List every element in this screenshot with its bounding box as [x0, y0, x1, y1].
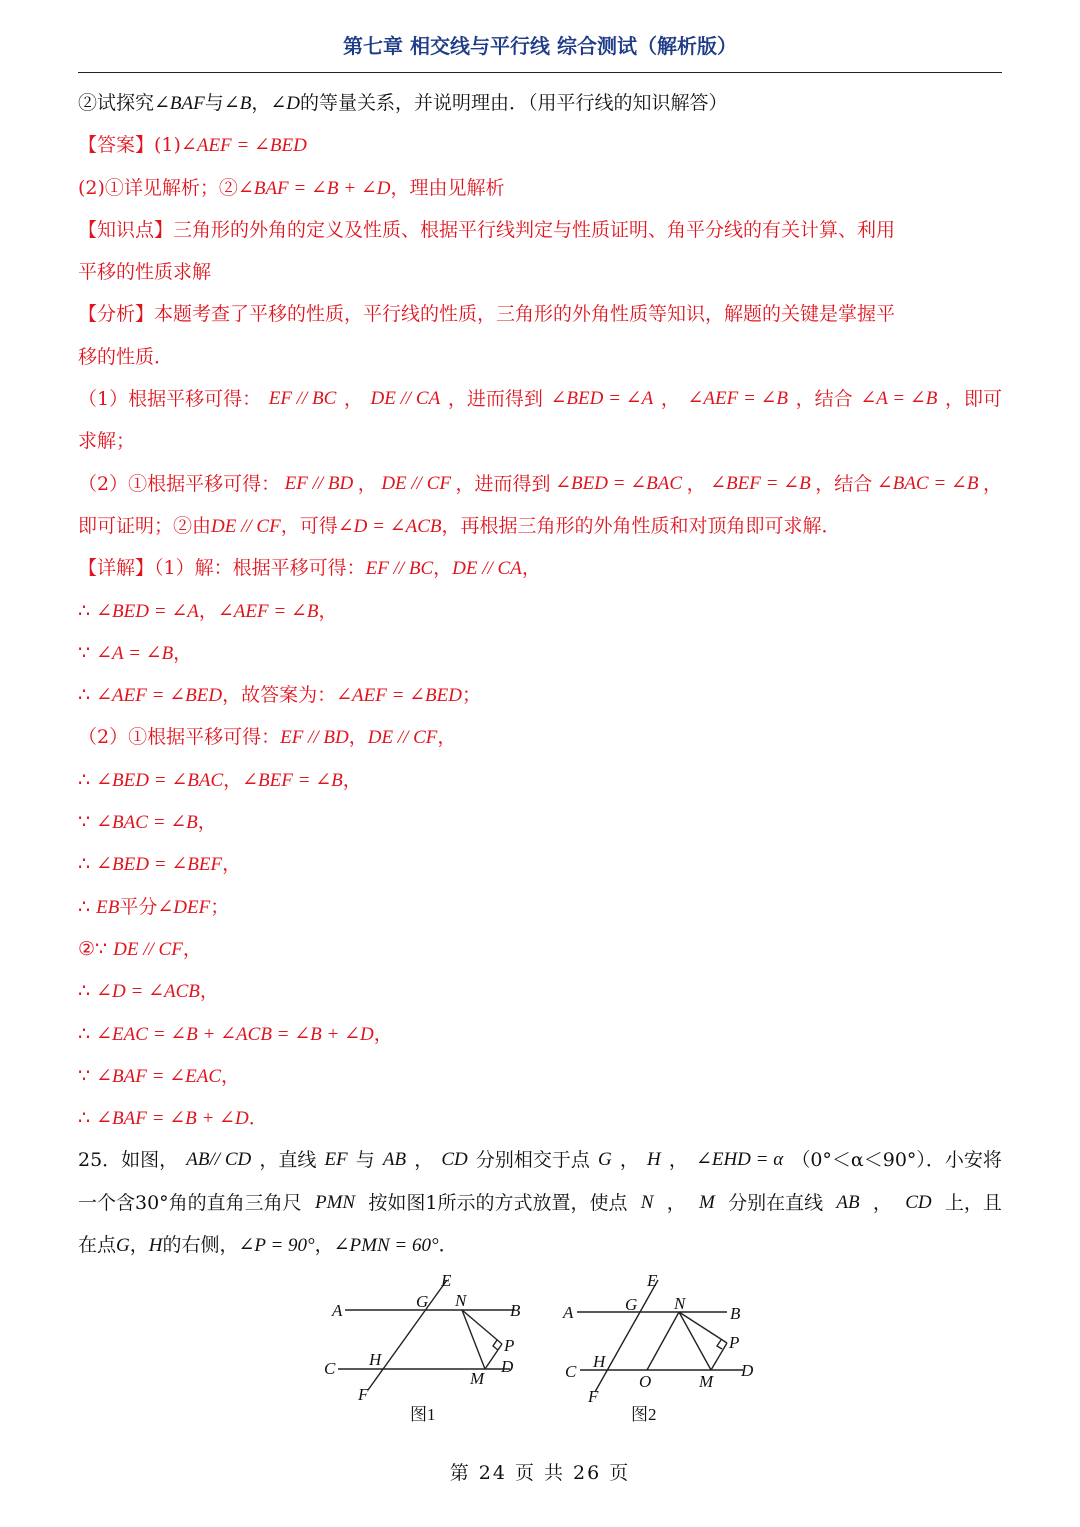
- text-run: ，故答案为：: [222, 684, 337, 707]
- math-expression: ∠BAC = ∠B: [96, 812, 198, 834]
- text-run: ，结合: [795, 388, 853, 411]
- math-expression: ∠AEF = ∠B: [217, 600, 319, 622]
- math-expression: ∠BED = ∠A: [96, 600, 199, 622]
- text-run: ，: [197, 811, 217, 834]
- text-run: ，: [373, 1022, 393, 1045]
- text-line: [78, 420, 1002, 462]
- text-run: ∵: [78, 641, 97, 664]
- math-expression: AB: [382, 1149, 407, 1171]
- math-expression: ∠BEF = ∠B: [710, 472, 811, 494]
- text-run: ；: [462, 684, 482, 707]
- fig2-caption: 图2: [631, 1405, 657, 1424]
- fig2-label-n: N: [674, 1294, 686, 1313]
- math-expression: EB: [96, 896, 120, 918]
- math-expression: ∠EAC = ∠B + ∠ACB = ∠B + ∠D: [96, 1023, 374, 1045]
- text-run: ，直线: [259, 1149, 317, 1172]
- fig2-line-np: [679, 1312, 727, 1343]
- fig1-label-e: E: [441, 1271, 452, 1290]
- math-expression: EF // BD: [284, 472, 354, 494]
- text-line: [78, 886, 1002, 928]
- math-expression: N: [640, 1191, 654, 1213]
- math-expression: ∠DEF: [157, 896, 211, 918]
- fig1-label-a: A: [332, 1301, 343, 1320]
- math-expression: DE // CA: [452, 558, 522, 580]
- math-expression: DE // CA: [370, 388, 441, 410]
- text-run: ．: [248, 1107, 268, 1130]
- text-line: [78, 378, 1002, 420]
- math-expression: M: [699, 1191, 715, 1213]
- text-line: [78, 124, 1002, 166]
- math-expression: ∠D = ∠ACB: [96, 981, 200, 1003]
- text-line: [78, 1013, 1002, 1055]
- math-expression: EF // BC: [365, 558, 434, 580]
- text-run: ，进而得到: [447, 388, 543, 411]
- text-run: ．: [438, 1234, 458, 1257]
- text-run: ，: [686, 472, 706, 495]
- text-run: 的右侧，: [162, 1234, 239, 1257]
- text-run: ，: [619, 1149, 639, 1172]
- math-expression: ∠A = ∠B: [96, 642, 174, 664]
- fig2-label-d: D: [741, 1361, 754, 1380]
- fig1-label-d: D: [501, 1357, 514, 1376]
- text-run: 平移的性质求解: [78, 261, 212, 284]
- fig2-label-g: G: [625, 1295, 638, 1314]
- text-run: ，: [666, 1191, 686, 1214]
- document-body: [78, 82, 1002, 1266]
- text-line: [78, 674, 1002, 716]
- math-expression: ∠BED = ∠BAC: [555, 472, 683, 494]
- math-expression: ∠BED = ∠BAC: [96, 769, 224, 791]
- math-expression: DE // CF: [113, 938, 183, 960]
- text-run: ，: [433, 557, 453, 580]
- text-line: [78, 590, 1002, 632]
- text-run: ，: [660, 388, 680, 411]
- text-run: ②试探究: [78, 92, 155, 114]
- text-run: 【知识点】三角形的外角的定义及性质、根据平行线判定与性质证明、角平分线的有关计算、利用: [78, 218, 896, 241]
- text-run: ，: [414, 1149, 434, 1172]
- math-expression: ∠BAF = ∠B + ∠D: [237, 177, 391, 199]
- text-run: 在点: [78, 1234, 117, 1257]
- fig2-label-m: M: [699, 1372, 714, 1391]
- page-header-title: 第七章 相交线与平行线 综合测试（解析版）: [343, 34, 737, 58]
- text-run: ，理由见解析: [390, 176, 505, 199]
- text-run: (2)①详见解析；②: [78, 176, 238, 199]
- math-expression: PMN: [314, 1191, 356, 1213]
- math-expression: DE // CF: [381, 472, 451, 494]
- fig1-right-angle-mark: [493, 1340, 498, 1350]
- text-line: [78, 801, 1002, 843]
- fig1-label-b: B: [510, 1301, 521, 1320]
- text-line: [78, 716, 1002, 758]
- fig2-label-h: H: [593, 1352, 606, 1371]
- text-line: [78, 251, 1002, 293]
- text-run: （0°＜α＜90°）．小安将: [791, 1149, 1002, 1172]
- math-expression: ∠BAF = ∠B + ∠D: [96, 1108, 249, 1130]
- fig2-label-e: E: [647, 1271, 658, 1290]
- text-run: ，: [222, 853, 242, 876]
- fig1-line-ef: [368, 1280, 447, 1390]
- fig2-label-b: B: [730, 1304, 741, 1323]
- math-expression: DE // CF: [367, 727, 438, 749]
- math-expression: H: [646, 1149, 661, 1171]
- math-expression: EF: [324, 1149, 348, 1171]
- text-run: ，: [982, 472, 1002, 495]
- text-run: ，再根据三角形的外角性质和对顶角即可求解．: [441, 514, 841, 537]
- text-run: ∴: [78, 684, 97, 707]
- text-run: ∵: [78, 811, 97, 834]
- fig2-line-nm: [679, 1312, 711, 1370]
- text-run: ，: [872, 1191, 892, 1214]
- math-expression: DE // CF: [211, 515, 281, 537]
- text-run: ，: [343, 388, 363, 411]
- fig2-label-f: F: [588, 1387, 599, 1406]
- text-run: ，结合: [815, 472, 873, 495]
- text-run: 的等量关系，并说明理由．（用平行线的知识解答）: [299, 92, 728, 114]
- text-run: ，: [342, 768, 362, 791]
- math-expression: ∠BED = ∠BEF: [96, 854, 223, 876]
- text-run: 【分析】本题考查了平移的性质，平行线的性质，三角形的外角性质等知识，解题的关键是掌握平: [78, 303, 896, 326]
- fig2-label-c: C: [565, 1362, 577, 1381]
- fig2-label-o: O: [639, 1372, 652, 1391]
- math-expression: ∠AEF = ∠BED: [336, 685, 462, 707]
- text-run: 【详解】（1）解：根据平移可得：: [78, 557, 366, 580]
- figure-1: [320, 1268, 530, 1428]
- text-run: ，可得: [280, 514, 338, 537]
- math-expression: ∠BEF = ∠B: [242, 769, 343, 791]
- text-line: [78, 928, 1002, 970]
- math-expression: ∠BAC = ∠B: [876, 472, 979, 494]
- fig1-line-nm: [462, 1310, 485, 1369]
- fig1-label-h: H: [369, 1350, 382, 1369]
- text-run: ，: [314, 1234, 334, 1257]
- text-run: ，: [251, 92, 271, 114]
- fig1-label-n: N: [455, 1291, 467, 1310]
- text-run: ∴: [78, 853, 97, 876]
- text-run: 按如图1所示的方式放置，使点: [368, 1191, 628, 1214]
- text-line: [78, 167, 1002, 209]
- fig1-line-pm: [485, 1344, 502, 1369]
- math-expression: ∠BED = ∠A: [550, 388, 654, 410]
- fig2-label-p: P: [729, 1333, 740, 1352]
- math-expression: EF // BD: [280, 727, 349, 749]
- fig1-label-f: F: [358, 1385, 369, 1404]
- text-line: [78, 970, 1002, 1012]
- text-run: ，进而得到: [455, 472, 551, 495]
- text-line: [78, 1097, 1002, 1139]
- math-expression: AB: [836, 1191, 860, 1213]
- text-line: [78, 209, 1002, 251]
- fig2-line-no: [647, 1312, 679, 1370]
- math-expression: ∠EHD = α: [695, 1149, 784, 1171]
- text-run: 即可证明；②由: [78, 514, 212, 537]
- math-expression: ∠PMN = 60°: [333, 1235, 439, 1257]
- fig1-label-g: G: [416, 1292, 429, 1311]
- text-run: ，: [221, 1064, 241, 1087]
- text-line: [78, 336, 1002, 378]
- math-expression: ∠AEF = ∠BED: [96, 685, 223, 707]
- text-run: 分别相交于点: [475, 1149, 590, 1172]
- figure-2: [555, 1268, 770, 1428]
- math-expression: ∠D = ∠ACB: [337, 515, 442, 537]
- text-line: [78, 547, 1002, 589]
- text-run: ，: [348, 726, 368, 749]
- text-run: 一个含30°角的直角三角尺: [78, 1191, 302, 1214]
- text-run: ，: [668, 1149, 688, 1172]
- text-run: （2）①根据平移可得：: [78, 726, 281, 749]
- text-line: [78, 759, 1002, 801]
- math-expression: ∠A = ∠B: [860, 388, 938, 410]
- text-line: [78, 463, 1002, 505]
- text-run: ，即可: [944, 388, 1002, 411]
- math-expression: ∠P = 90°: [238, 1235, 315, 1257]
- fig2-right-angle-mark: [717, 1340, 722, 1349]
- text-run: ∴: [78, 599, 97, 622]
- text-run: 平分: [119, 895, 158, 918]
- text-run: ，: [198, 599, 218, 622]
- text-run: ，: [318, 599, 338, 622]
- text-run: 【答案】(1): [78, 134, 181, 157]
- math-expression: CD: [441, 1149, 468, 1171]
- header-divider: [78, 72, 1002, 73]
- text-run: ②∵: [78, 937, 114, 960]
- text-run: ∴: [78, 980, 97, 1003]
- text-run: ∵: [78, 1064, 97, 1087]
- text-run: ∴: [78, 1107, 97, 1130]
- text-run: （1）根据平移可得：: [78, 388, 262, 411]
- text-run: （2）①根据平移可得：: [78, 472, 281, 495]
- math-expression: CD: [905, 1191, 932, 1213]
- math-expression: ∠BAF: [154, 93, 205, 114]
- text-line: [78, 632, 1002, 674]
- fig1-label-m: M: [470, 1369, 485, 1388]
- text-run: ，: [437, 726, 457, 749]
- text-run: ，: [199, 980, 219, 1003]
- text-run: 上，且: [944, 1191, 1002, 1214]
- math-expression: ∠AEF = ∠BED: [180, 135, 307, 157]
- text-run: 25．如图，: [78, 1149, 179, 1172]
- text-run: 分别在直线: [728, 1191, 824, 1214]
- text-run: 移的性质．: [78, 345, 174, 368]
- text-line: [78, 1139, 1002, 1181]
- math-expression: H: [148, 1235, 163, 1257]
- fig1-caption: 图1: [410, 1405, 436, 1424]
- math-expression: ∠D: [270, 93, 300, 114]
- text-run: ∴: [78, 768, 97, 791]
- text-run: ；: [210, 895, 230, 918]
- text-run: ，: [521, 557, 541, 580]
- text-run: ∴: [78, 1022, 97, 1045]
- page-number: 第 24 页 共 26 页: [449, 1462, 631, 1484]
- fig1-label-c: C: [324, 1359, 336, 1378]
- math-expression: EF // BC: [268, 388, 337, 410]
- fig2-label-a: A: [563, 1303, 574, 1322]
- text-run: ，: [173, 641, 193, 664]
- text-run: 与: [204, 92, 224, 114]
- text-line: [78, 1224, 1002, 1266]
- text-run: ，: [182, 937, 202, 960]
- text-run: ，: [357, 472, 377, 495]
- text-line: [78, 1182, 1002, 1224]
- fig1-label-p: P: [504, 1336, 515, 1355]
- text-line: [78, 82, 1002, 124]
- math-expression: G: [116, 1235, 130, 1257]
- text-line: [78, 1055, 1002, 1097]
- text-line: [78, 505, 1002, 547]
- figures-area: [0, 1268, 1080, 1428]
- math-expression: ∠B: [223, 93, 252, 114]
- text-run: ，: [223, 768, 243, 791]
- text-line: [78, 843, 1002, 885]
- text-line: [78, 293, 1002, 335]
- text-run: 求解；: [78, 430, 136, 453]
- text-run: 与: [355, 1149, 375, 1172]
- math-expression: ∠AEF = ∠B: [687, 388, 789, 410]
- text-run: ∴: [78, 895, 97, 918]
- math-expression: ∠BAF = ∠EAC: [96, 1065, 222, 1087]
- math-expression: G: [598, 1149, 612, 1171]
- text-run: ，: [129, 1234, 149, 1257]
- math-expression: AB// CD: [186, 1149, 252, 1171]
